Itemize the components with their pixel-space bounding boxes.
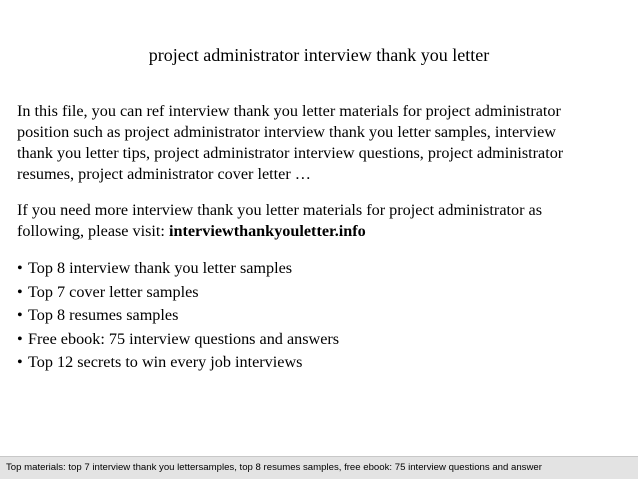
page-title: project administrator interview thank you letter bbox=[148, 45, 490, 65]
intro-line: position such as project administrator interview thank you letter samples, interview bbox=[17, 123, 557, 141]
list-item bbox=[17, 304, 629, 328]
more-info-prefix: following, please visit: bbox=[17, 222, 169, 240]
intro-line: In this file, you can ref interview thank you letter materials for project administrator bbox=[17, 102, 561, 120]
list-item bbox=[17, 281, 629, 305]
list-item bbox=[17, 328, 629, 352]
intro-paragraph bbox=[17, 101, 629, 185]
list-item-label: Top 12 secrets to win every job interviews bbox=[28, 353, 303, 371]
more-info-line: If you need more interview thank you letter materials for project administrator as bbox=[17, 201, 543, 219]
bullet-icon: • bbox=[17, 282, 23, 301]
bullet-icon: • bbox=[17, 306, 23, 324]
footer-bar bbox=[0, 456, 638, 479]
bullet-icon: • bbox=[17, 329, 23, 348]
intro-line: thank you letter tips, project administrator interview questions, project administrator bbox=[17, 144, 564, 162]
bullet-icon: • bbox=[17, 259, 23, 277]
list-item-label: Top 8 interview thank you letter samples bbox=[28, 259, 293, 277]
intro-line: resumes, project administrator cover letter … bbox=[17, 165, 311, 183]
list-item bbox=[17, 351, 629, 375]
website-link[interactable]: interviewthankyouletter.info bbox=[168, 222, 366, 240]
document-body bbox=[17, 101, 629, 375]
list-item-label: Top 8 resumes samples bbox=[28, 306, 179, 324]
list-item-label: Free ebook: 75 interview questions and answers bbox=[28, 329, 340, 348]
more-info-line-2 bbox=[17, 221, 629, 242]
list-item bbox=[17, 257, 629, 281]
bullet-icon: • bbox=[17, 353, 23, 371]
more-info-paragraph bbox=[17, 200, 629, 242]
list-item-label: Top 7 cover letter samples bbox=[28, 282, 199, 301]
footer-text: Top materials: top 7 interview thank you lettersamples, top 8 resumes samples, free ebook: 75 interview questions and answer bbox=[6, 462, 542, 473]
materials-list bbox=[17, 257, 629, 375]
